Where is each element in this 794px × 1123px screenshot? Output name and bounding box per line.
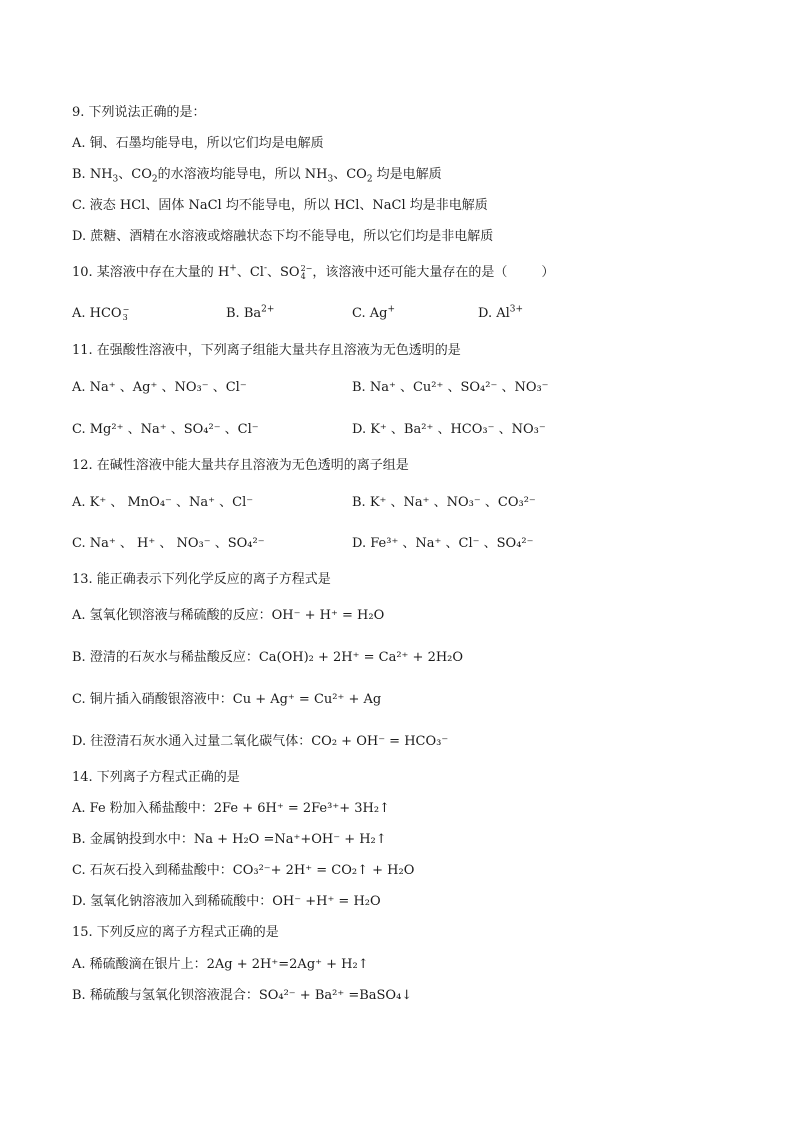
q15-option-a: A. 稀硫酸滴在银片上：2Ag + 2H⁺=2Ag⁺ + H₂↑: [72, 957, 369, 972]
q11-stem: 11. 在强酸性溶液中，下列离子组能大量共存且溶液为无色透明的是: [72, 343, 461, 358]
q9-option-d: D. 蔗糖、酒精在水溶液或熔融状态下均不能导电，所以它们均是非电解质: [72, 229, 494, 244]
q13-option-b: B. 澄清的石灰水与稀盐酸反应：Ca(OH)₂ + 2H⁺ = Ca²⁺ + 2H₂O: [72, 650, 464, 665]
q12-option-c: C. Na⁺ 、 H⁺ 、 NO₃⁻ 、SO₄²⁻: [72, 536, 265, 551]
q14-option-b: B. 金属钠投到水中：Na + H₂O =Na⁺+OH⁻ + H₂↑: [72, 832, 387, 847]
q13-option-d: D. 往澄清石灰水通入过量二氧化碳气体：CO₂ + OH⁻ = HCO₃⁻: [72, 734, 449, 749]
q11-option-b: B. Na⁺ 、Cu²⁺ 、SO₄²⁻ 、NO₃⁻: [352, 380, 549, 395]
q10-option-c: C. Ag+: [352, 304, 396, 321]
q9-option-c: C. 液态 HCl、固体 NaCl 均不能导电，所以 HCl、NaCl 均是非电解质: [72, 198, 488, 213]
q13-stem: 13. 能正确表示下列化学反应的离子方程式是: [72, 572, 331, 587]
q11-option-d: D. K⁺ 、Ba²⁺ 、HCO₃⁻ 、NO₃⁻: [352, 422, 546, 437]
q10-option-a: A. HCO − 3: [72, 304, 130, 322]
q12-option-b: B. K⁺ 、Na⁺ 、NO₃⁻ 、CO₃²⁻: [352, 495, 536, 510]
q15-stem: 15. 下列反应的离子方程式正确的是: [72, 925, 279, 940]
q10-stem: 10. 某溶液中存在大量的 H+、Cl-、SO 2− 4 ，该溶液中还可能大量存在的是（ ）: [72, 263, 555, 281]
q12-option-a: A. K⁺ 、 MnO₄⁻ 、Na⁺ 、Cl⁻: [72, 495, 254, 510]
q10-option-d: D. $Al^{3+}$: [478, 304, 524, 321]
q11-option-a: A. Na⁺ 、Ag⁺ 、NO₃⁻ 、Cl⁻: [72, 380, 247, 395]
q14-option-a: A. Fe 粉加入稀盐酸中：2Fe + 6H⁺ = 2Fe³⁺+ 3H₂↑: [72, 801, 390, 816]
q13-option-c: C. 铜片插入硝酸银溶液中：Cu + Ag⁺ = Cu²⁺ + Ag: [72, 692, 382, 707]
q12-option-d: D. Fe³⁺ 、Na⁺ 、Cl⁻ 、SO₄²⁻: [352, 536, 534, 551]
q9-option-a: A. 铜、石墨均能导电，所以它们均是电解质: [72, 136, 324, 151]
q14-option-c: C. 石灰石投入到稀盐酸中：CO₃²⁻+ 2H⁺ = CO₂↑ + H₂O: [72, 863, 415, 878]
q9-stem: 9. 下列说法正确的是：: [72, 105, 206, 120]
q15-option-b: B. 稀硫酸与氢氧化钡溶液混合：SO₄²⁻ + Ba²⁺ =BaSO₄↓: [72, 988, 413, 1003]
q10-option-b: B. $Ba^{2+}$: [226, 304, 275, 321]
q11-option-c: C. Mg²⁺ 、Na⁺ 、SO₄²⁻ 、Cl⁻: [72, 422, 259, 437]
q14-option-d: D. 氢氧化钠溶液加入到稀硫酸中：OH⁻ +H⁺ = H₂O: [72, 894, 381, 909]
q9-option-b: B. $NH_3$、$CO_2$的水溶液均能导电，所以 $NH_3$、$CO_2$ 均是电解质: [72, 167, 442, 185]
q12-stem: 12. 在碱性溶液中能大量共存且溶液为无色透明的离子组是: [72, 458, 409, 473]
q14-stem: 14. 下列离子方程式正确的是: [72, 770, 240, 785]
q13-option-a: A. 氢氧化钡溶液与稀硫酸的反应：OH⁻ + H⁺ = H₂O: [72, 608, 385, 623]
